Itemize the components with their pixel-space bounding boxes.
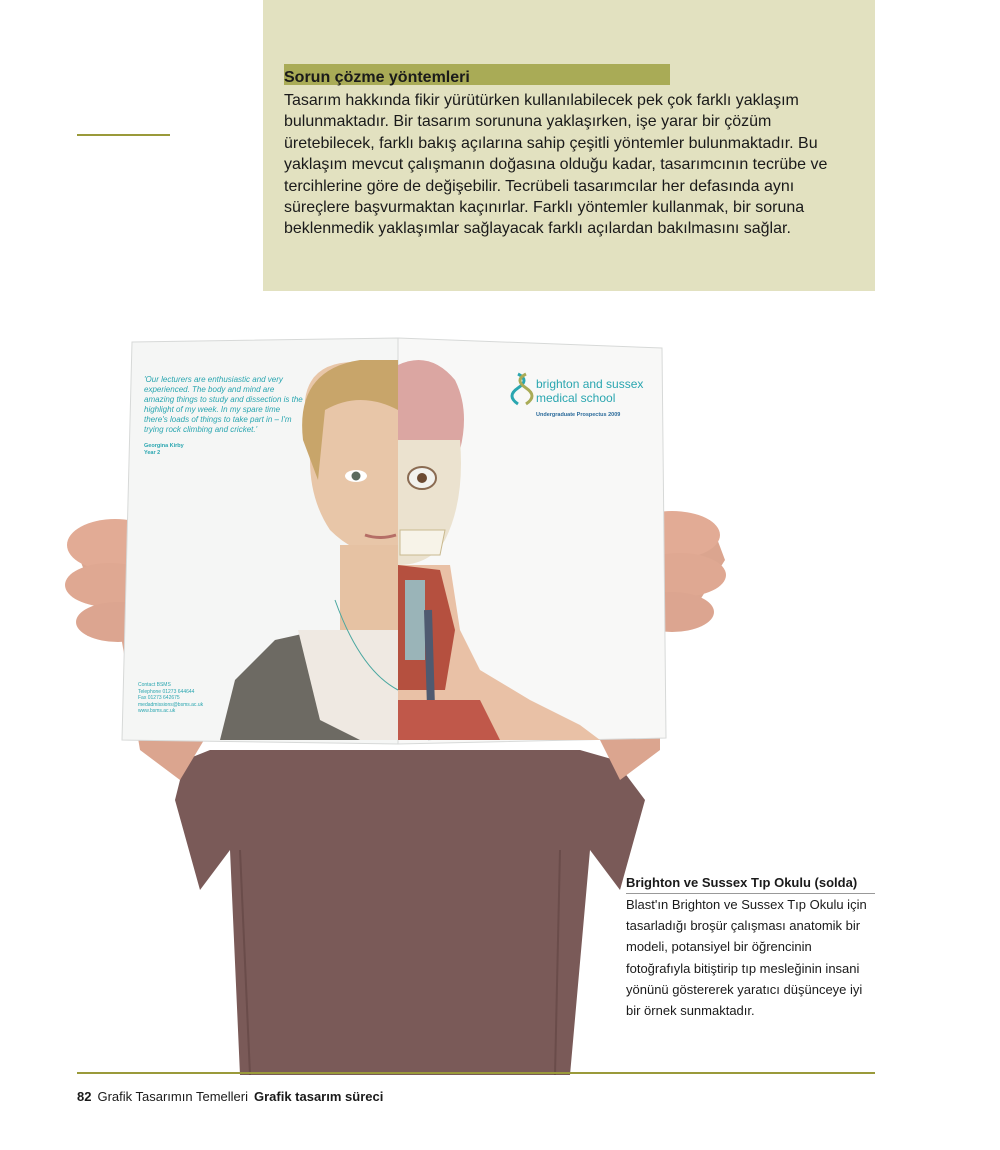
side-rule <box>77 134 170 136</box>
caption-text <box>626 894 875 1021</box>
intro-paragraph <box>284 90 844 240</box>
caption-line: fotoğrafıyla bitiştirip tıp mesleğinin insani <box>626 960 860 976</box>
caption-line: modeli, potansiyel bir öğrencinin <box>626 939 812 955</box>
intro-line: beklenmedik yaklaşımlar sağlayacak farklı açılardan bakılmasını sağlar. <box>284 220 791 238</box>
brochure-logo-subtitle: Undergraduate Prospectus 2009 <box>536 412 621 418</box>
intro-line: üretebilecek, farklı bakış açılarına sahip çeşitli yöntemler bulunmaktadır. Bu <box>284 134 818 152</box>
caption-title: Brighton ve Sussex Tıp Okulu (solda) <box>626 875 875 894</box>
contact-line: medadmissions@bsms.ac.uk <box>138 701 204 708</box>
page-footer <box>77 1089 383 1104</box>
contact-line: Telephone 01273 644644 <box>138 688 195 695</box>
quote-author-name: Georgina Kirby <box>144 443 184 449</box>
intro-line: tercihlerine göre de değişebilir. Tecrübeli tasarımcılar her defasında aynı <box>284 177 795 195</box>
logo-line-2: medical school <box>536 391 616 405</box>
intro-line: süreçlere başvurmaktan kaçınırlar. Farklı yöntemler kullanmak, bir soruna <box>284 199 805 217</box>
brochure-contact <box>138 682 238 715</box>
contact-line: www.bsms.ac.uk <box>138 708 176 714</box>
page-number: 82 <box>77 1089 92 1104</box>
brochure-logo-name <box>536 377 676 405</box>
caption-line: tasarladığı broşür çalışması anatomik bir <box>626 918 861 934</box>
footer-rule <box>77 1072 875 1074</box>
logo-line-1: brighton and sussex <box>536 377 644 391</box>
quote-author-year: Year 2 <box>144 450 161 456</box>
contact-line: Fax 01273 642675 <box>138 695 180 701</box>
brochure-quote-author <box>144 443 264 457</box>
caption-line: bir örnek sunmaktadır. <box>626 1003 755 1019</box>
intro-line: Tasarım hakkında fikir yürütürken kullanılabilecek pek çok farklı yaklaşım <box>284 92 799 109</box>
intro-line: bulunmaktadır. Bir tasarım sorununa yaklaşırken, işe yarar bir çözüm <box>284 113 772 131</box>
caption-line: yönünü göstererek yaratıcı düşünceye iyi <box>626 981 863 997</box>
contact-line: Contact BSMS <box>138 682 171 688</box>
book-title: Grafik Tasarımın Temelleri <box>97 1089 248 1104</box>
brochure-quote: 'Our lecturers are enthusiastic and very experienced. The body and mind are amazing things to study and dissection is the highlight of my week. In my spare time there's loads of things to take part in – I'm trying rock climbing and cricket.' <box>144 375 303 434</box>
section-heading: Sorun çözme yöntemleri <box>284 69 470 86</box>
caption-line: Blast'ın Brighton ve Sussex Tıp Okulu için <box>626 897 867 912</box>
intro-line: yaklaşım mevcut çalışmanın doğasına olduğu kadar, tasarımcının tecrübe ve <box>284 156 828 174</box>
chapter-title: Grafik tasarım süreci <box>253 1089 384 1104</box>
